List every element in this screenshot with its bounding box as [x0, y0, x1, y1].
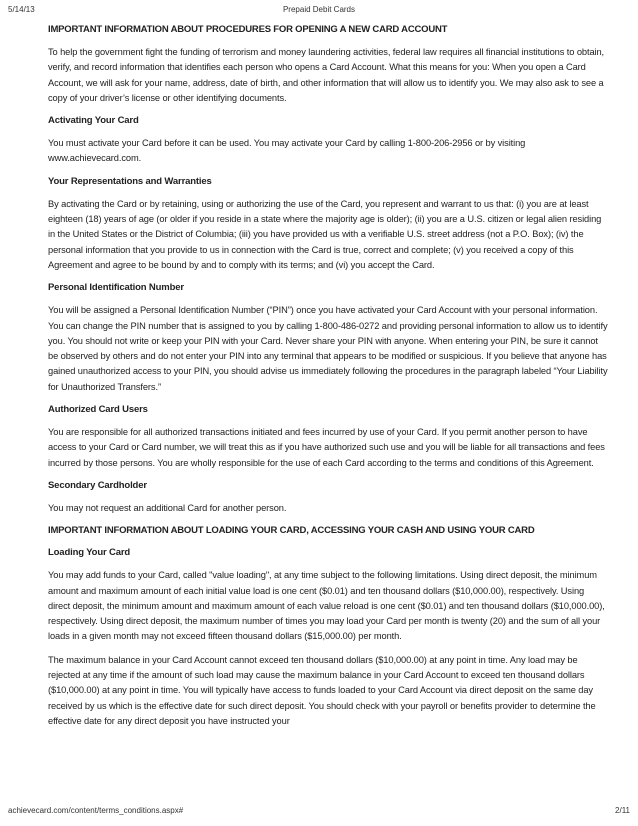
heading-activating-card: Activating Your Card — [48, 115, 139, 127]
heading-pin: Personal Identification Number — [48, 282, 184, 294]
section-heading-loading-card: IMPORTANT INFORMATION ABOUT LOADING YOUR CARD, ACCESSING YOUR CASH AND USING YOUR CARD — [48, 525, 535, 537]
heading-loading-your-card: Loading Your Card — [48, 547, 131, 559]
paragraph-secondary-cardholder: You may not request an additional Card for another person. — [48, 502, 287, 513]
heading-secondary-cardholder: Secondary Cardholder — [48, 479, 147, 491]
paragraph-opening-account: To help the government fight the funding of terrorism and money laundering activities, federal law requires all financial institutions to obtain, verify, and record information that identifies each person who opens a Card Account. What this means for you: When you open a Card Account, we will ask for your name, address, date of birth, and other information that will allow us to identify you. We may also ask to see a copy of your driver’s license or other identifying documents. — [48, 47, 605, 103]
paragraph-activating-card: You must activate your Card before it can be used. You may activate your Card by calling 1-800-206-2956 or by visiting www.achievecard.com. — [48, 138, 526, 164]
paragraph-loading-limits: You may add funds to your Card, called "value loading", at any time subject to the following limitations. Using direct deposit, the minimum amount and maximum amount of each initial value load is one cent ($0.01) and ten thousand dollars ($10,000.00), respectively. Using direct deposit, the minimum amount and maximum amount of each value reload is one cent ($0.01) and ten thousand dollars ($10,000.00), respectively. Using direct deposit, the maximum number of times you may load your Card per month is twenty (20) and the sum of all your loads in a given month may not exceed fifteen thousand dollars ($15,000.00) per month. — [48, 570, 605, 642]
print-header — [8, 5, 630, 17]
heading-representations: Your Representations and Warranties — [48, 175, 212, 187]
page-number: 2/11 — [615, 806, 630, 815]
print-title: Prepaid Debit Cards — [282, 5, 356, 14]
section-heading-opening-account: IMPORTANT INFORMATION ABOUT PROCEDURES FOR OPENING A NEW CARD ACCOUNT — [48, 24, 448, 35]
paragraph-pin: You will be assigned a Personal Identification Number (“PIN”) once you have activated your Card Account with your personal information. You can change the PIN number that is assigned to you by calling 1-800-486-0272 and providing personal information to allow us to identify you. You should not write or keep your PIN with your Card. Never share your PIN with anyone. When entering your PIN, be sure it cannot be observed by others and do not enter your PIN into any terminal that appears to be modified or suspicious. If you believe that anyone has gained unauthorized access to your PIN, you should advise us immediately following the procedures in the paragraph labeled “Your Liability for Unauthorized Transfers.” — [48, 305, 608, 392]
print-footer — [8, 806, 630, 818]
document-body — [48, 23, 608, 737]
paragraph-maximum-balance: The maximum balance in your Card Account cannot exceed ten thousand dollars ($10,000.00) at any point in time. Any load may be rejected at any time if the amount of such load may cause the maximum balance in your Card Account to exceed ten thousand dollars ($10,000.00) at any point in time. You will typically have access to funds loaded to your Card Account via direct deposit on the same day received by us which is the effective date for such direct deposit. You should check with your payroll or benefits provider to determine the effective date for any direct deposit you have instructed your — [48, 654, 596, 726]
print-date: 5/14/13 — [8, 5, 35, 14]
paragraph-authorized-users: You are responsible for all authorized transactions initiated and fees incurred by use of your Card. If you permit another person to have access to your Card or Card number, we will treat this as if you have authorized such use and you will be liable for all transactions and fees incurred by those persons. You are wholly responsible for the use of each Card according to the terms and conditions of this Agreement. — [48, 427, 605, 468]
heading-authorized-users: Authorized Card Users — [48, 404, 148, 416]
paragraph-representations: By activating the Card or by retaining, using or authorizing the use of the Card, you represent and warrant to us that: (i) you are at least eighteen (18) years of age (or older if you reside in a state where the majority age is older); (ii) you are a U.S. citizen or legal alien residing in the United States or the District of Columbia; (iii) you have provided us with a verifiable U.S. street address (not a P.O. Box); (iv) the personal information that you provide to us in connection with the Card is true, correct and complete; (v) you received a copy of this Agreement and agree to be bound by and to comply with its terms; and (vi) you accept the Card. — [48, 198, 602, 270]
print-url: achievecard.com/content/terms_conditions.aspx# — [8, 806, 184, 815]
